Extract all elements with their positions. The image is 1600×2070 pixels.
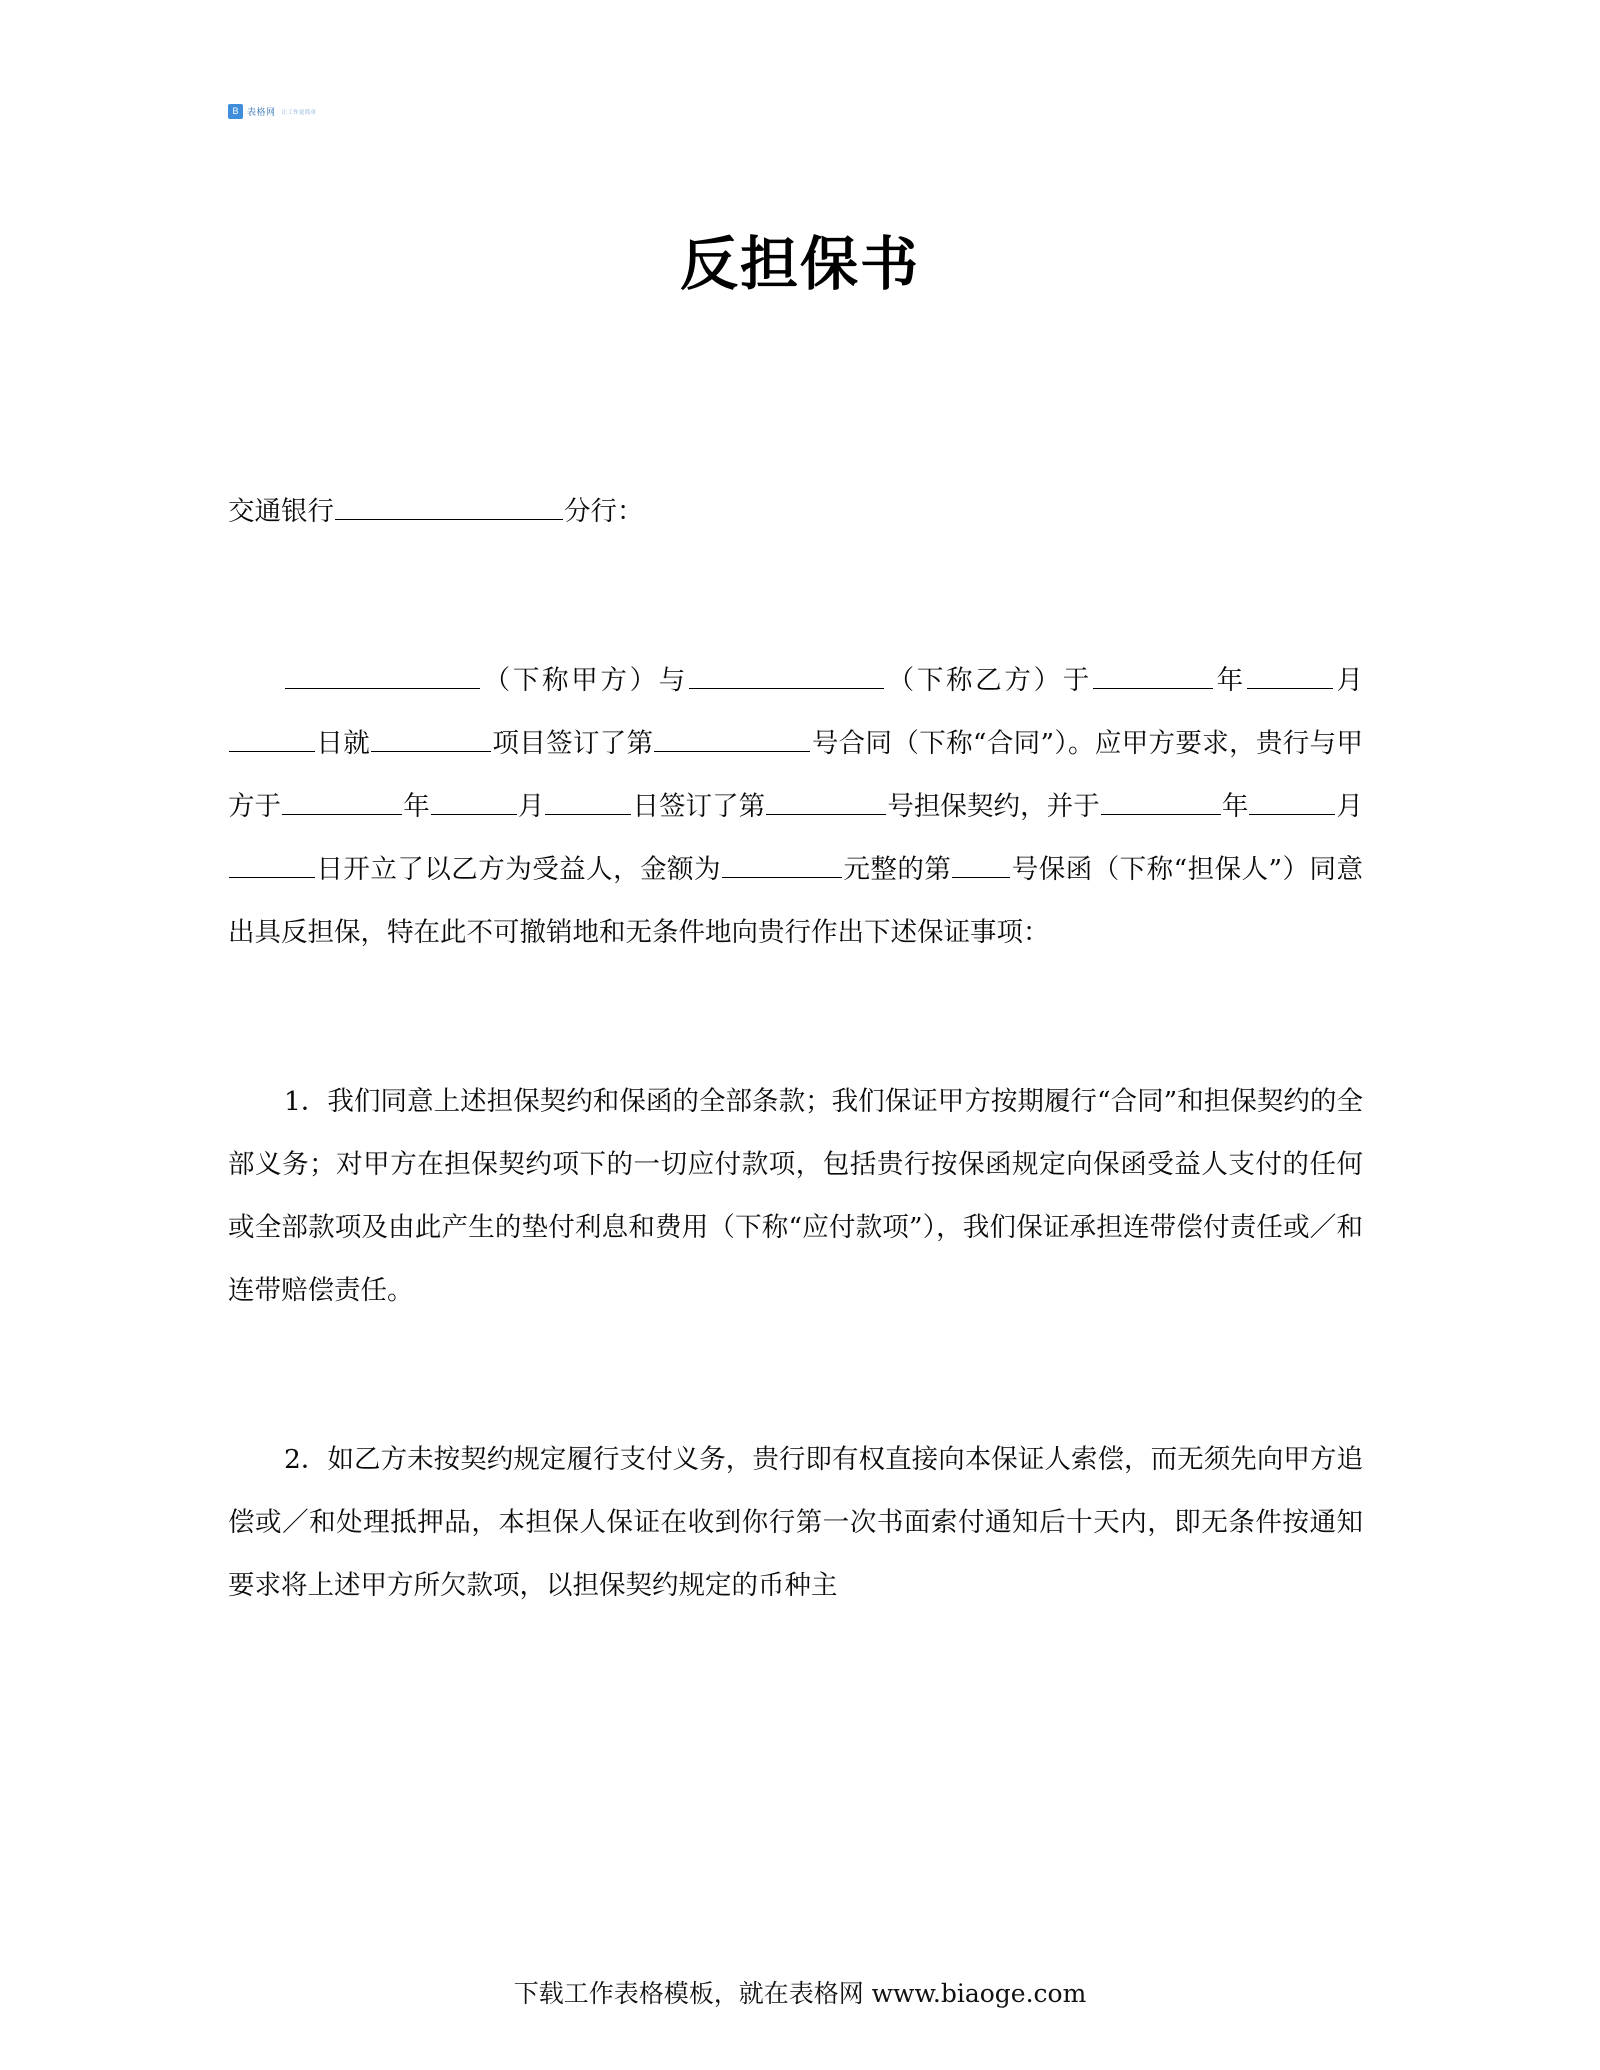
blank-day-2 bbox=[545, 786, 631, 815]
addressee-prefix: 交通银行 bbox=[228, 496, 334, 527]
blank-year-3 bbox=[1101, 786, 1221, 815]
recital-text-11: 号担保契约，并于 bbox=[887, 791, 1100, 822]
blank-party-a bbox=[285, 660, 480, 689]
recital-text-1: （下称甲方）与 bbox=[481, 665, 688, 696]
logo-name: 表格网 bbox=[247, 107, 276, 117]
blank-guarantee-no bbox=[766, 786, 886, 815]
page-footer: 下载工作表格模板，就在表格网 www.biaoge.com bbox=[513, 1979, 1087, 2008]
document-body bbox=[228, 480, 1363, 1617]
recital-text-16: 号保函（下称“担保人”）同意出具反担保，特在此不可撤销地和无条件地向贵行作出下述保证事项： bbox=[228, 854, 1363, 948]
recital-text-6: 项目签订了第 bbox=[492, 728, 654, 759]
recital-text-12: 年 bbox=[1221, 791, 1249, 822]
paragraph-clause-2: 2．如乙方未按契约规定履行支付义务，贵行即有权直接向本保证人索偿，而无须先向甲方追偿或／和处理抵押品，本担保人保证在收到你行第一次书面索付通知后十天内，即无条件按通知要求将上述甲方所欠款项，以担保契约规定的币种主 bbox=[228, 1444, 1363, 1601]
blank-party-b bbox=[689, 660, 884, 689]
logo-mark-icon: B bbox=[228, 104, 243, 119]
blank-project bbox=[371, 723, 491, 752]
blank-day-3 bbox=[229, 849, 315, 878]
recital-text-8: 年 bbox=[403, 791, 430, 822]
recital-text-9: 月 bbox=[517, 791, 545, 822]
site-logo bbox=[228, 104, 316, 119]
recital-text-5: 日就 bbox=[316, 728, 371, 759]
recital-text-4: 月 bbox=[1333, 665, 1364, 696]
blank-month-2 bbox=[431, 786, 517, 815]
blank-year-1 bbox=[1093, 660, 1213, 689]
spacer bbox=[228, 597, 1363, 649]
spacer-2 bbox=[228, 1018, 1363, 1070]
page-title: 反担保书 bbox=[679, 229, 920, 298]
blank-letter-no bbox=[952, 849, 1010, 878]
recital-text-3: 年 bbox=[1213, 665, 1246, 696]
recital-text-10: 日签订了第 bbox=[632, 791, 766, 822]
addressee-suffix: 分行： bbox=[564, 496, 644, 527]
spacer-3 bbox=[228, 1376, 1363, 1428]
blank-month-1 bbox=[1247, 660, 1333, 689]
logo-tagline: 让工作更简单 bbox=[281, 109, 317, 116]
recital-text-2: （下称乙方）于 bbox=[884, 665, 1092, 696]
paragraph-recital bbox=[228, 649, 1363, 964]
recital-text-13: 月 bbox=[1336, 791, 1363, 822]
blank-month-3 bbox=[1249, 786, 1335, 815]
blank-year-2 bbox=[282, 786, 402, 815]
addressee-blank bbox=[335, 491, 563, 520]
addressee-line bbox=[228, 480, 1363, 543]
paragraph-clause-1: 1．我们同意上述担保契约和保函的全部条款；我们保证甲方按期履行“合同”和担保契约的全部义务；对甲方在担保契约项下的一切应付款项，包括贵行按保函规定向保函受益人支付的任何或全部款项及由此产生的垫付利息和费用（下称“应付款项”），我们保证承担连带偿付责任或／和连带赔偿责任。 bbox=[228, 1086, 1363, 1306]
recital-text-14: 日开立了以乙方为受益人，金额为 bbox=[316, 854, 721, 885]
recital-text-15: 元整的第 bbox=[843, 854, 952, 885]
blank-amount bbox=[722, 849, 842, 878]
blank-contract-no bbox=[654, 723, 810, 752]
blank-day-1 bbox=[229, 723, 315, 752]
recital-text-7: 号合同（下称“合同”）。应甲方要求，贵行与甲方于 bbox=[228, 728, 1363, 822]
